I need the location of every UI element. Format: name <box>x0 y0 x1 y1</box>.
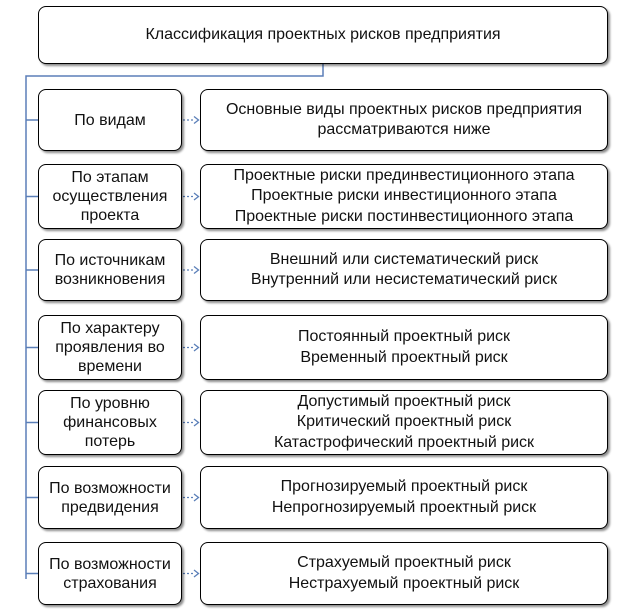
criterion-box-1 <box>38 89 182 151</box>
risk-type-item: рассматриваются ниже <box>317 121 491 138</box>
risk-types-box-4 <box>200 315 608 380</box>
risk-type-item: Нестрахуемый проектный риск <box>288 574 520 592</box>
arrow-head-icon <box>194 267 199 274</box>
arrow-head-icon <box>194 494 199 501</box>
criterion-label: проявления во <box>55 339 165 356</box>
criterion-label: По уровню <box>70 395 150 412</box>
risk-types-box-6 <box>200 466 608 529</box>
risk-type-item: Проектные риски постинвестиционного этапа <box>234 207 574 225</box>
risk-types-box-2 <box>200 164 608 229</box>
risk-type-item: Прогнозируемый проектный риск <box>280 478 528 495</box>
risk-type-item: Допустимый проектный риск <box>297 392 511 410</box>
criterion-box-6 <box>38 466 182 529</box>
criterion-label: осуществления <box>52 188 168 205</box>
criterion-label: По возможности <box>49 479 171 497</box>
arrow-head-icon <box>194 344 199 351</box>
diagram-title <box>38 6 608 64</box>
criterion-label: финансовых <box>63 414 157 431</box>
risk-types-box-1 <box>200 89 608 151</box>
risk-type-item: Постоянный проектный риск <box>297 328 511 345</box>
arrow-head-icon <box>194 570 199 577</box>
criterion-box-5 <box>38 390 182 455</box>
risk-types-box-3 <box>200 239 608 301</box>
risk-type-item: Внутренний или несистематический риск <box>250 271 558 288</box>
risk-type-item: Внешний или систематический риск <box>269 250 539 268</box>
risk-type-item: Временный проектный риск <box>300 348 508 366</box>
risk-type-item: Непрогнозируемый проектный риск <box>271 498 537 516</box>
risk-types-box-7 <box>200 542 608 605</box>
criterion-label: проекта <box>80 207 140 224</box>
criterion-label: По характеру <box>60 320 160 337</box>
arrow-head-icon <box>194 419 199 426</box>
risk-type-item: Критический проектный риск <box>296 413 512 431</box>
criterion-label: страхования <box>63 574 157 592</box>
criterion-box-3 <box>38 239 182 301</box>
diagram-title-text: Классификация проектных рисков предприятия <box>145 26 501 43</box>
criterion-label: По возможности <box>49 555 171 573</box>
risk-type-item: Страхуемый проектный риск <box>297 554 511 571</box>
criterion-label: По этапам <box>71 169 149 186</box>
criterion-label: потерь <box>84 433 136 450</box>
risk-type-item: Проектные риски прединвестиционного этапа <box>233 166 575 184</box>
criterion-box-7 <box>38 542 182 605</box>
criterion-label: времени <box>78 358 142 375</box>
criterion-label: предвидения <box>61 498 159 516</box>
criterion-box-2 <box>38 164 182 229</box>
arrow-head-icon <box>194 193 199 200</box>
criterion-label: По источникам <box>54 252 166 269</box>
arrow-head-icon <box>194 117 199 124</box>
risk-type-item: Катастрофический проектный риск <box>273 433 535 451</box>
risk-type-item: Основные виды проектных рисков предприятия <box>225 100 583 118</box>
criterion-label: возникновения <box>54 271 166 288</box>
risk-types-box-5 <box>200 390 608 455</box>
criterion-box-4 <box>38 315 182 380</box>
criterion-label: По видам <box>74 111 146 129</box>
risk-type-item: Проектные риски инвестиционного этапа <box>251 187 557 205</box>
